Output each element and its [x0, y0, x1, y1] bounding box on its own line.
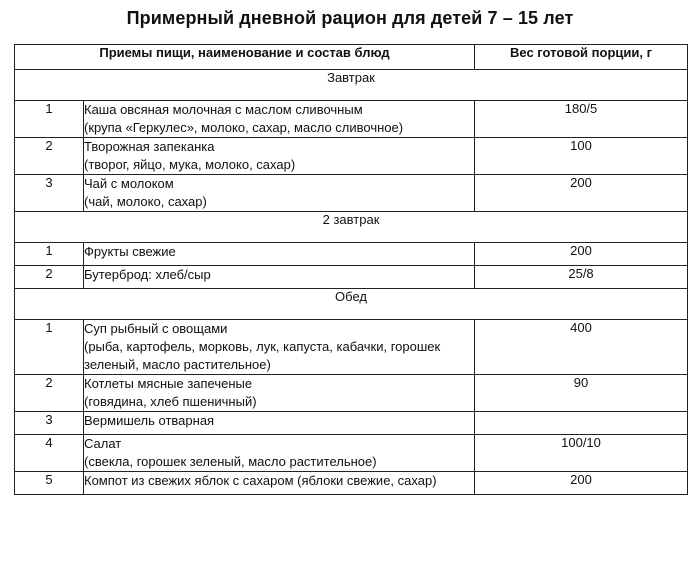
section-title: 2 завтрак: [15, 212, 688, 243]
portion-weight: 200: [475, 472, 688, 495]
portion-weight: 100/10: [475, 435, 688, 472]
table-body: [15, 70, 688, 495]
dish-cell: [84, 320, 475, 375]
table-row: [15, 472, 688, 495]
dish-name: Каша овсяная молочная с маслом сливочным: [84, 102, 363, 117]
table-row: [15, 243, 688, 266]
dish-name: Суп рыбный с овощами: [84, 321, 228, 336]
portion-weight: 90: [475, 375, 688, 412]
table-row: [15, 266, 688, 289]
portion-weight: 200: [475, 243, 688, 266]
dish-composition: (рыба, картофель, морковь, лук, капуста, кабачки, горошек зеленый, масло растительное): [84, 339, 441, 372]
dish-cell: [84, 243, 475, 266]
dish-name: Котлеты мясные запеченые: [84, 376, 253, 391]
table-row: [15, 138, 688, 175]
ration-table: [14, 44, 688, 495]
section-row: [15, 70, 688, 101]
section-row: [15, 212, 688, 243]
dish-name: Вермишель отварная: [84, 413, 215, 428]
dish-name: Бутерброд: хлеб/сыр: [84, 267, 211, 282]
row-number: 3: [15, 412, 84, 435]
dish-cell: [84, 472, 475, 495]
dish-composition: (свекла, горошек зеленый, масло растительное): [84, 454, 377, 469]
section-title: Обед: [15, 289, 688, 320]
dish-name: Творожная запеканка: [84, 139, 215, 154]
portion-weight: 100: [475, 138, 688, 175]
dish-cell: [84, 412, 475, 435]
row-number: 2: [15, 138, 84, 175]
dish-cell: [84, 101, 475, 138]
dish-name: Компот из свежих яблок с сахаром (яблоки свежие, сахар): [84, 473, 437, 488]
portion-weight: 180/5: [475, 101, 688, 138]
dish-composition: (говядина, хлеб пшеничный): [84, 394, 257, 409]
portion-weight: 25/8: [475, 266, 688, 289]
row-number: 2: [15, 375, 84, 412]
table-row: [15, 101, 688, 138]
dish-cell: [84, 435, 475, 472]
page-title: Примерный дневной рацион для детей 7 – 15 лет: [126, 8, 574, 28]
row-number: 1: [15, 320, 84, 375]
section-title: Завтрак: [15, 70, 688, 101]
column-header-name: Приемы пищи, наименование и состав блюд: [15, 45, 475, 70]
portion-weight: 400: [475, 320, 688, 375]
dish-name: Фрукты свежие: [84, 244, 176, 259]
section-row: [15, 289, 688, 320]
dish-composition: (чай, молоко, сахар): [84, 194, 207, 209]
dish-cell: [84, 175, 475, 212]
table-row: [15, 175, 688, 212]
dish-name: Чай с молоком: [84, 176, 174, 191]
dish-composition: (крупа «Геркулес», молоко, сахар, масло сливочное): [84, 120, 404, 135]
dish-composition: (творог, яйцо, мука, молоко, сахар): [84, 157, 296, 172]
table-row: [15, 435, 688, 472]
column-header-weight: Вес готовой порции, г: [475, 45, 688, 70]
portion-weight: [475, 412, 688, 435]
table-row: [15, 320, 688, 375]
dish-cell: [84, 138, 475, 175]
row-number: 5: [15, 472, 84, 495]
dish-cell: [84, 375, 475, 412]
row-number: 1: [15, 243, 84, 266]
dish-cell: [84, 266, 475, 289]
table-row: [15, 412, 688, 435]
row-number: 3: [15, 175, 84, 212]
row-number: 1: [15, 101, 84, 138]
dish-name: Салат: [84, 436, 122, 451]
row-number: 4: [15, 435, 84, 472]
row-number: 2: [15, 266, 84, 289]
table-header-row: [15, 45, 688, 70]
table-row: [15, 375, 688, 412]
portion-weight: 200: [475, 175, 688, 212]
